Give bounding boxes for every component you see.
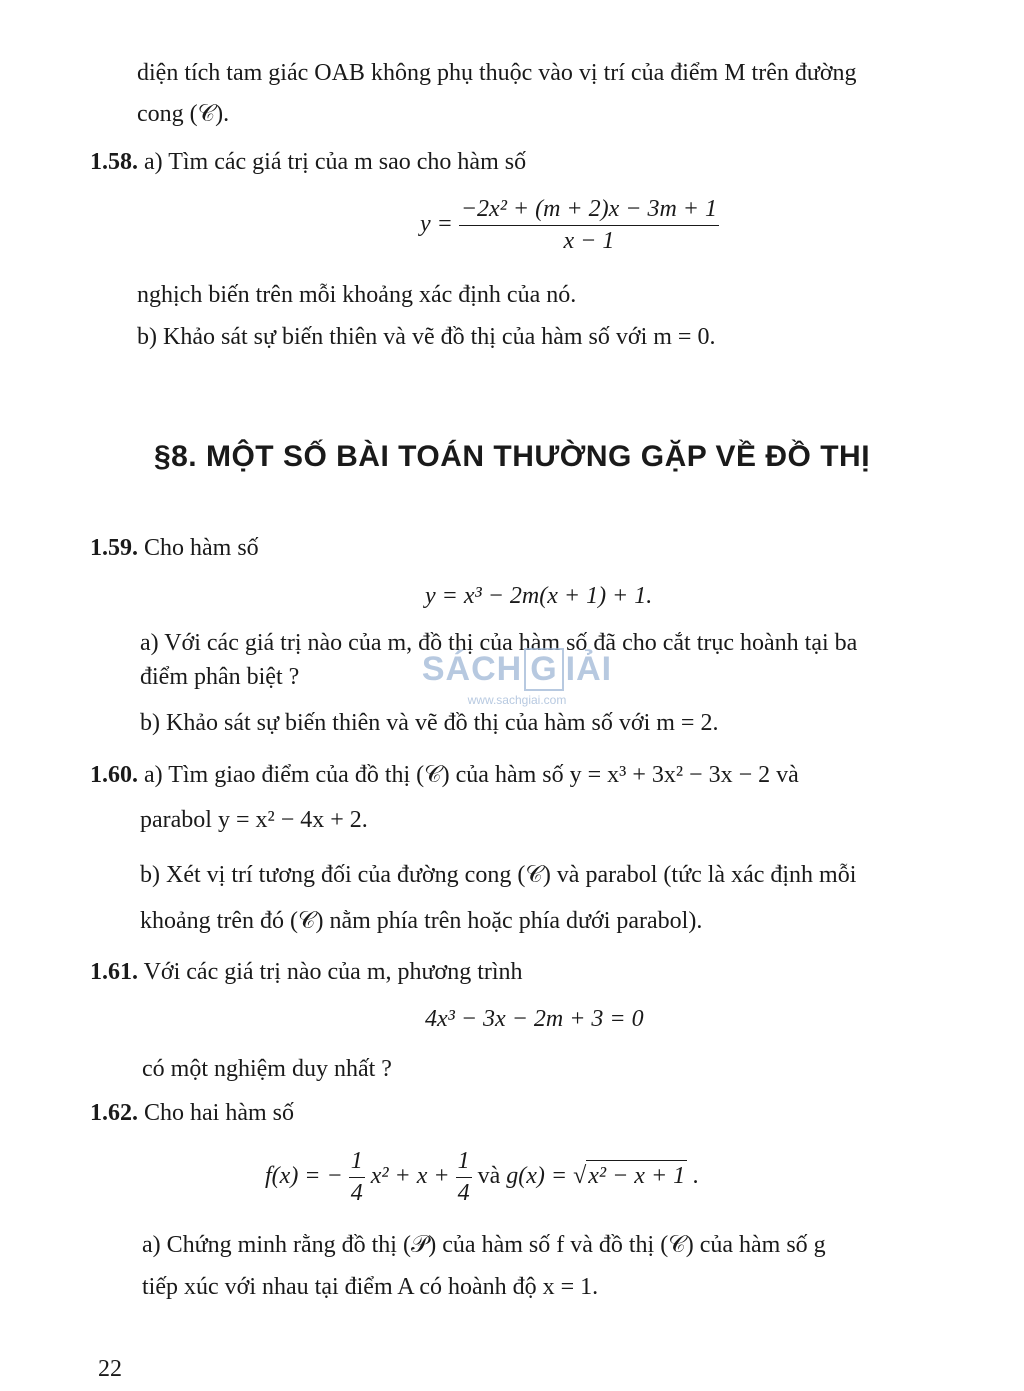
text-line: Với các giá trị nào của m, phương trình	[143, 959, 523, 985]
fraction-numerator: 1	[456, 1148, 472, 1178]
text-line: a) Với các giá trị nào của m, đồ thị của hàm số đã cho cắt trục hoành tại ba	[140, 630, 858, 656]
conjunction: và	[477, 1163, 501, 1190]
text-line: điểm phân biệt ?	[140, 664, 300, 690]
fraction-numerator: −2x² + (m + 2)x − 3m + 1	[459, 196, 719, 226]
watermark-g-icon: G	[524, 648, 563, 691]
watermark-brand: SÁCH	[421, 650, 523, 688]
exercise-1-62	[90, 1098, 294, 1128]
f-middle: x² + x +	[370, 1163, 450, 1190]
exercise-1-59	[90, 533, 259, 563]
text-line: nghịch biến trên mỗi khoảng xác định của nó.	[137, 282, 577, 308]
text-line: b) Khảo sát sự biến thiên và vẽ đồ thị của hàm số với m = 0.	[137, 324, 716, 350]
f-lhs: f(x) = −	[265, 1163, 343, 1190]
equation-end: .	[693, 1163, 700, 1190]
text-line: tiếp xúc với nhau tại điểm A có hoành độ x = 1.	[142, 1274, 599, 1300]
equation-rational-function	[420, 196, 719, 255]
text-line: khoảng trên đó (𝒞) nằm phía trên hoặc phía dưới parabol).	[140, 908, 703, 934]
text-line: a) Chứng minh rằng đồ thị (𝒫) của hàm số f và đồ thị (𝒞) của hàm số g	[142, 1232, 826, 1258]
watermark-url: www.sachgiai.com	[467, 693, 567, 707]
text-line: Cho hai hàm số	[144, 1100, 294, 1126]
exercise-number: 1.62.	[90, 1100, 138, 1126]
section-heading: §8. MỘT SỐ BÀI TOÁN THƯỜNG GẶP VỀ ĐỒ THỊ	[153, 440, 871, 473]
exercise-number: 1.59.	[90, 535, 138, 561]
fraction-denominator: 4	[457, 1180, 470, 1206]
g-lhs: g(x) =	[506, 1163, 568, 1190]
fraction	[459, 196, 719, 255]
fraction-denominator: x − 1	[563, 228, 615, 254]
equation-cubic: y = x³ − 2m(x + 1) + 1.	[425, 583, 653, 609]
fraction-one-quarter	[349, 1148, 365, 1207]
exercise-number: 1.60.	[90, 762, 138, 788]
exercise-1-58	[90, 147, 526, 177]
fraction-denominator: 4	[350, 1180, 363, 1206]
equation-cubic-m: 4x³ − 3x − 2m + 3 = 0	[425, 1006, 644, 1032]
text-line: Cho hàm số	[144, 535, 259, 561]
equation-f-and-g	[265, 1148, 699, 1207]
exercise-1-61	[90, 957, 523, 987]
page-number: 22	[98, 1356, 122, 1382]
sqrt-radicand: x² − x + 1	[586, 1160, 687, 1189]
fraction-numerator: 1	[349, 1148, 365, 1178]
watermark-logo	[412, 648, 622, 738]
equation-lhs: y =	[420, 211, 453, 238]
exercise-1-60	[90, 760, 799, 790]
fraction-one-quarter	[456, 1148, 472, 1207]
watermark-brand: IẢI	[565, 650, 613, 688]
sqrt-icon: √	[573, 1163, 587, 1190]
text-line: có một nghiệm duy nhất ?	[142, 1056, 392, 1082]
text-line: a) Tìm giao điểm của đồ thị (𝒞) của hàm số y = x³ + 3x² − 3x − 2 và	[144, 762, 799, 788]
text-line: a) Tìm các giá trị của m sao cho hàm số	[144, 149, 527, 175]
text-line: cong (𝒞).	[137, 101, 230, 127]
text-line: b) Khảo sát sự biến thiên và vẽ đồ thị của hàm số với m = 2.	[140, 710, 719, 736]
text-line: diện tích tam giác OAB không phụ thuộc vào vị trí của điểm M trên đường	[137, 60, 857, 86]
exercise-number: 1.58.	[90, 149, 138, 175]
exercise-number: 1.61.	[90, 959, 138, 985]
text-line: parabol y = x² − 4x + 2.	[140, 807, 368, 833]
text-line: b) Xét vị trí tương đối của đường cong (𝒞) và parabol (tức là xác định mỗi	[140, 862, 857, 888]
